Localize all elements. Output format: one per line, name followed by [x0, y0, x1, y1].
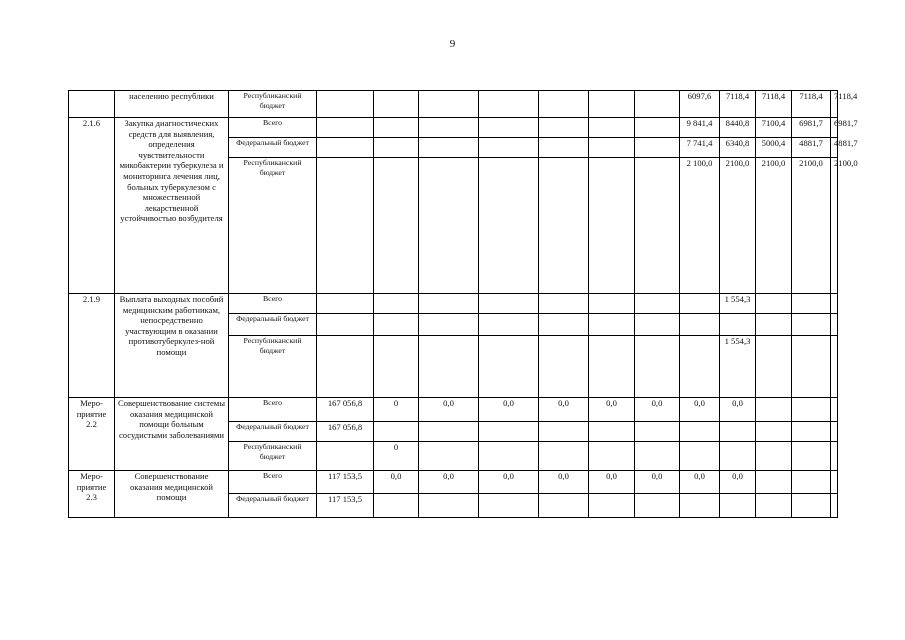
amount-cell: [756, 494, 792, 518]
amount-cell: 8440,8: [720, 118, 756, 138]
amount-cell: 7118,4: [831, 91, 838, 118]
amount-cell: 5000,4: [756, 138, 792, 158]
amount-cell: 0,0: [720, 471, 756, 494]
amount-cell: [792, 422, 831, 442]
amount-cell: [831, 314, 838, 336]
amount-cell: [589, 442, 635, 471]
amount-cell: [756, 422, 792, 442]
measure-code: Меро-приятие 2.2: [69, 398, 115, 471]
amount-cell: [317, 314, 374, 336]
amount-cell: 167 056,8: [317, 398, 374, 422]
amount-cell: [479, 294, 539, 314]
measure-code: 2.1.9: [69, 294, 115, 398]
amount-cell: 0,0: [635, 471, 680, 494]
amount-cell: [317, 336, 374, 398]
amount-cell: 6981,7: [792, 118, 831, 138]
amount-cell: [680, 294, 720, 314]
amount-cell: [374, 294, 419, 314]
amount-cell: [419, 314, 479, 336]
amount-cell: [589, 336, 635, 398]
table-row: [69, 294, 838, 314]
table-row: [69, 118, 838, 138]
amount-cell: [831, 442, 838, 471]
amount-cell: 0: [374, 442, 419, 471]
amount-cell: [317, 158, 374, 294]
amount-cell: 0: [374, 398, 419, 422]
amount-cell: [479, 494, 539, 518]
measure-name: Совершенствование оказания медицинской помощи: [115, 471, 229, 518]
amount-cell: [317, 294, 374, 314]
amount-cell: [792, 442, 831, 471]
measure-name: Выплата выходных пособий медицинским работникам, непосредственно участвующим в оказании противотуберкулез-ной помощи: [115, 294, 229, 398]
table-row: [69, 91, 838, 118]
amount-cell: [635, 442, 680, 471]
amount-cell: [317, 118, 374, 138]
page-number: 9: [449, 38, 456, 50]
funding-source: Республиканский бюджет: [229, 158, 317, 294]
amount-cell: [680, 336, 720, 398]
amount-cell: [792, 314, 831, 336]
amount-cell: [419, 422, 479, 442]
amount-cell: [374, 494, 419, 518]
amount-cell: [419, 118, 479, 138]
amount-cell: [419, 138, 479, 158]
amount-cell: [479, 336, 539, 398]
amount-cell: 7118,4: [792, 91, 831, 118]
amount-cell: 0,0: [419, 398, 479, 422]
amount-cell: [635, 422, 680, 442]
amount-cell: [635, 118, 680, 138]
funding-source: Всего: [229, 398, 317, 422]
amount-cell: [756, 314, 792, 336]
amount-cell: [374, 336, 419, 398]
amount-cell: [756, 442, 792, 471]
amount-cell: 0,0: [479, 471, 539, 494]
amount-cell: 117 153,5: [317, 471, 374, 494]
amount-cell: 1 554,3: [720, 294, 756, 314]
funding-source: Федеральный бюджет: [229, 494, 317, 518]
amount-cell: [635, 138, 680, 158]
funding-source: Всего: [229, 118, 317, 138]
amount-cell: [635, 336, 680, 398]
amount-cell: [720, 442, 756, 471]
amount-cell: [419, 442, 479, 471]
amount-cell: [756, 294, 792, 314]
measure-code: 2.1.6: [69, 118, 115, 294]
amount-cell: [374, 138, 419, 158]
amount-cell: [419, 158, 479, 294]
amount-cell: [756, 336, 792, 398]
amount-cell: [680, 422, 720, 442]
amount-cell: 0,0: [539, 471, 589, 494]
amount-cell: [831, 294, 838, 314]
amount-cell: [479, 91, 539, 118]
amount-cell: 1 554,3: [720, 336, 756, 398]
amount-cell: [831, 471, 838, 494]
amount-cell: [635, 294, 680, 314]
measure-name: Закупка диагностических средств для выявления, определения чувствительности микобактерии туберкулеза и мониторинга лечения лиц, больных туберкулезом с множественной лекарственной устойчивостью возбудителя: [115, 118, 229, 294]
amount-cell: [635, 91, 680, 118]
amount-cell: [317, 138, 374, 158]
amount-cell: [635, 494, 680, 518]
amount-cell: [539, 314, 589, 336]
amount-cell: [419, 336, 479, 398]
amount-cell: 7118,4: [756, 91, 792, 118]
amount-cell: [831, 422, 838, 442]
amount-cell: [680, 494, 720, 518]
amount-cell: [539, 91, 589, 118]
amount-cell: 2100,0: [756, 158, 792, 294]
table-row: [69, 398, 838, 422]
amount-cell: [720, 494, 756, 518]
amount-cell: [419, 294, 479, 314]
amount-cell: [831, 336, 838, 398]
amount-cell: [539, 494, 589, 518]
amount-cell: [539, 422, 589, 442]
amount-cell: [479, 138, 539, 158]
amount-cell: [792, 336, 831, 398]
funding-source: Федеральный бюджет: [229, 138, 317, 158]
amount-cell: 117 153,5: [317, 494, 374, 518]
amount-cell: [635, 158, 680, 294]
amount-cell: [756, 398, 792, 422]
measure-code: Меро-приятие 2.3: [69, 471, 115, 518]
amount-cell: [792, 471, 831, 494]
amount-cell: 6340,8: [720, 138, 756, 158]
amount-cell: 0,0: [635, 398, 680, 422]
funding-source: Всего: [229, 471, 317, 494]
amount-cell: [589, 494, 635, 518]
amount-cell: [831, 398, 838, 422]
amount-cell: [589, 422, 635, 442]
amount-cell: [374, 91, 419, 118]
funding-source: Республиканский бюджет: [229, 91, 317, 118]
amount-cell: [419, 494, 479, 518]
funding-source: Республиканский бюджет: [229, 442, 317, 471]
amount-cell: [317, 91, 374, 118]
funding-source: Республиканский бюджет: [229, 336, 317, 398]
measure-name: Совершенствование системы оказания медицинской помощи больным сосудистыми заболеваниями: [115, 398, 229, 471]
amount-cell: [589, 91, 635, 118]
amount-cell: [479, 314, 539, 336]
funding-source: Федеральный бюджет: [229, 314, 317, 336]
amount-cell: [792, 294, 831, 314]
amount-cell: 0,0: [374, 471, 419, 494]
amount-cell: [479, 158, 539, 294]
amount-cell: [479, 442, 539, 471]
amount-cell: [479, 422, 539, 442]
amount-cell: 0,0: [680, 398, 720, 422]
amount-cell: 0,0: [589, 471, 635, 494]
amount-cell: [539, 158, 589, 294]
amount-cell: 2 100,0: [680, 158, 720, 294]
amount-cell: 167 056,8: [317, 422, 374, 442]
amount-cell: [635, 314, 680, 336]
amount-cell: 6097,6: [680, 91, 720, 118]
amount-cell: 2100,0: [831, 158, 838, 294]
funding-source: Всего: [229, 294, 317, 314]
amount-cell: [539, 138, 589, 158]
amount-cell: [374, 158, 419, 294]
amount-cell: 0,0: [589, 398, 635, 422]
amount-cell: 9 841,4: [680, 118, 720, 138]
measure-code: [69, 91, 115, 118]
amount-cell: [419, 91, 479, 118]
budget-table: [68, 90, 858, 518]
amount-cell: 0,0: [720, 398, 756, 422]
amount-cell: [720, 314, 756, 336]
amount-cell: [831, 494, 838, 518]
amount-cell: [589, 138, 635, 158]
amount-cell: [539, 442, 589, 471]
amount-cell: [539, 336, 589, 398]
amount-cell: [374, 314, 419, 336]
amount-cell: 6981,7: [831, 118, 838, 138]
measure-name: населению республики: [115, 91, 229, 118]
table-row: [69, 471, 838, 494]
amount-cell: 7118,4: [720, 91, 756, 118]
amount-cell: [539, 294, 589, 314]
amount-cell: [792, 494, 831, 518]
amount-cell: 2100,0: [720, 158, 756, 294]
amount-cell: [792, 398, 831, 422]
amount-cell: [589, 158, 635, 294]
amount-cell: 0,0: [419, 471, 479, 494]
amount-cell: [374, 422, 419, 442]
amount-cell: 4881,7: [792, 138, 831, 158]
amount-cell: 7100,4: [756, 118, 792, 138]
amount-cell: 7 741,4: [680, 138, 720, 158]
amount-cell: 4881,7: [831, 138, 838, 158]
amount-cell: [680, 442, 720, 471]
amount-cell: 0,0: [479, 398, 539, 422]
amount-cell: [589, 118, 635, 138]
amount-cell: [589, 294, 635, 314]
amount-cell: [720, 422, 756, 442]
amount-cell: 0,0: [539, 398, 589, 422]
amount-cell: [374, 118, 419, 138]
amount-cell: 0,0: [680, 471, 720, 494]
amount-cell: [756, 471, 792, 494]
amount-cell: 2100,0: [792, 158, 831, 294]
amount-cell: [539, 118, 589, 138]
amount-cell: [680, 314, 720, 336]
funding-source: Федеральный бюджет: [229, 422, 317, 442]
amount-cell: [317, 442, 374, 471]
amount-cell: [479, 118, 539, 138]
amount-cell: [589, 314, 635, 336]
